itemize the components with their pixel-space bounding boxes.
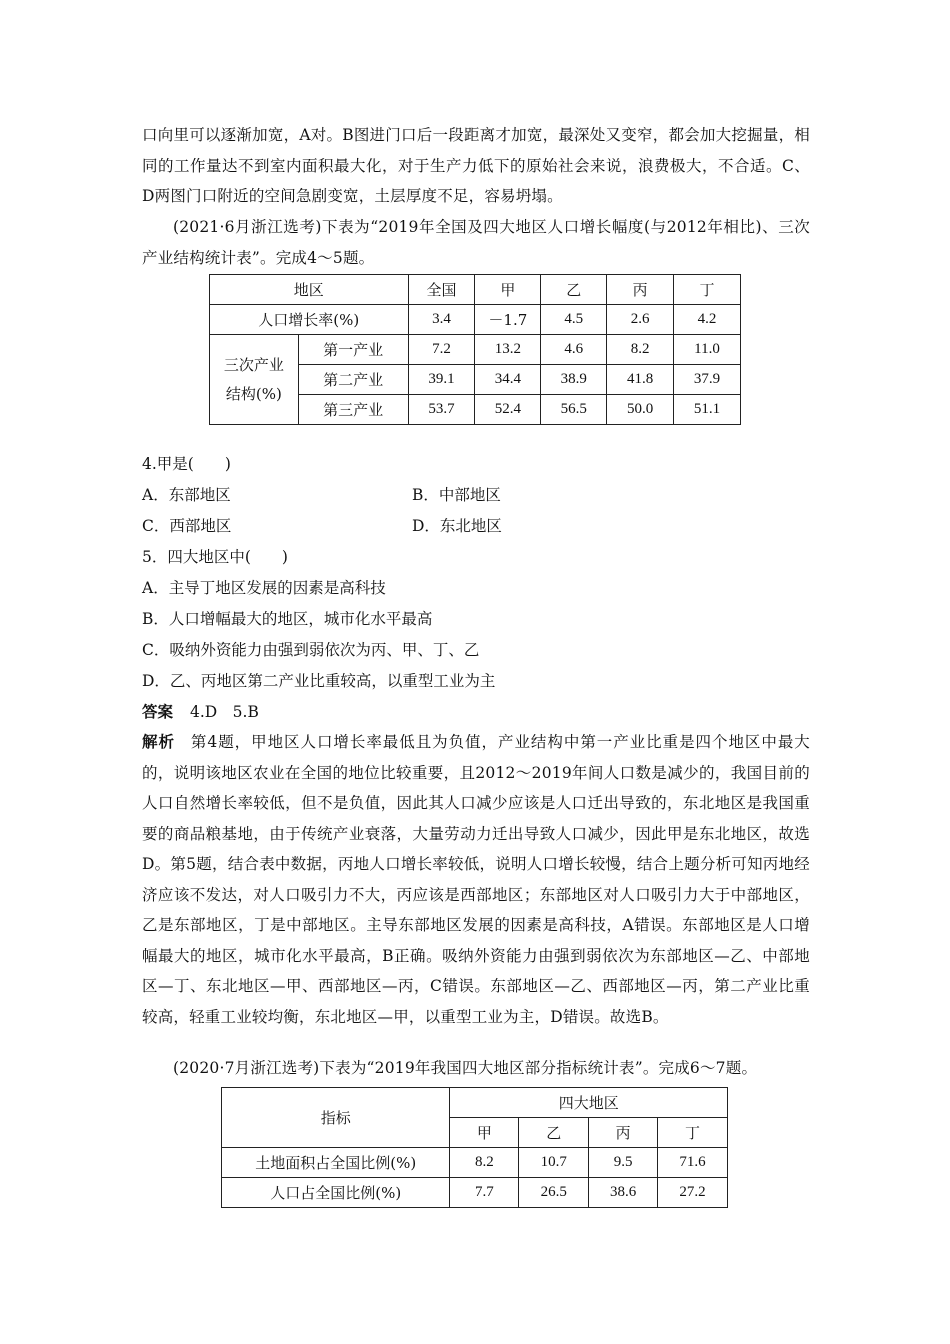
column-header: 甲 — [450, 1118, 519, 1148]
table-cell: 3.4 — [408, 305, 475, 335]
table-cell: 39.1 — [408, 365, 475, 395]
answer-label: 答案 — [142, 702, 174, 721]
analysis-paragraph — [142, 727, 810, 1032]
column-header: 丙 — [589, 1118, 658, 1148]
question-4-stem: 4.甲是( ) — [142, 455, 231, 473]
table-cell: 7.2 — [408, 335, 475, 365]
table-header-row — [210, 275, 741, 305]
question-4-option-b: B．中部地区 — [412, 486, 501, 504]
question-4-option-d: D．东北地区 — [412, 517, 502, 535]
table-cell: 8.2 — [450, 1148, 519, 1178]
table-cell: 51.1 — [674, 395, 741, 425]
population-industry-table — [209, 274, 741, 425]
table-row — [222, 1148, 728, 1178]
structure-group-label — [210, 335, 299, 425]
question-6-7-intro: (2020·7月浙江选考)下表为“2019年我国四大地区部分指标统计表”。完成6～7题。 — [173, 1059, 758, 1077]
table-cell: 34.4 — [475, 365, 541, 395]
indicator-header: 指标 — [222, 1088, 450, 1148]
column-header: 全国 — [408, 275, 475, 305]
row-label: 第二产业 — [298, 365, 408, 395]
regional-indicator-table — [221, 1087, 728, 1208]
table-row — [210, 305, 741, 335]
row-label: 土地面积占全国比例(%) — [222, 1148, 450, 1178]
question-4-option-c: C．西部地区 — [142, 517, 232, 535]
question-5-stem: 5．四大地区中( ) — [142, 548, 288, 566]
table-row — [210, 335, 741, 365]
table-cell: 26.5 — [519, 1178, 589, 1208]
answer-line — [142, 697, 259, 727]
row-label: 第一产业 — [298, 335, 408, 365]
answer-text: 4.D 5.B — [189, 703, 259, 721]
table-cell: 38.9 — [541, 365, 607, 395]
table-cell: 50.0 — [607, 395, 674, 425]
question-4-5-intro: (2021·6月浙江选考)下表为“2019年全国及四大地区人口增长幅度(与2012年相比)、三次产业结构统计表”。完成4～5题。 — [142, 218, 810, 267]
intro-paragraph: 口向里可以逐渐加宽，A对。B图进门口后一段距离才加宽，最深处又变窄，都会加大挖掘量，相同的工作量达不到室内面积最大化，对于生产力低下的原始社会来说，浪费极大，不合适。C、D两图门口附近的空间急剧变宽，土层厚度不足，容易坍塌。 — [142, 126, 810, 205]
column-header: 乙 — [519, 1118, 589, 1148]
table-row — [222, 1178, 728, 1208]
question-4-option-a: A．东部地区 — [142, 486, 231, 504]
table-cell: 38.6 — [589, 1178, 658, 1208]
row-label: 人口占全国比例(%) — [222, 1178, 450, 1208]
table-cell: 2.6 — [607, 305, 674, 335]
table-cell: 27.2 — [658, 1178, 728, 1208]
table-cell: 8.2 — [607, 335, 674, 365]
table-cell: 13.2 — [475, 335, 541, 365]
question-5-option-d: D．乙、丙地区第二产业比重较高，以重型工业为主 — [142, 672, 496, 690]
column-header: 甲 — [475, 275, 541, 305]
region-header: 地区 — [210, 275, 409, 305]
column-header: 丁 — [658, 1118, 728, 1148]
table-cell: 11.0 — [674, 335, 741, 365]
table-cell: 53.7 — [408, 395, 475, 425]
question-5-option-c: C．吸纳外资能力由强到弱依次为丙、甲、丁、乙 — [142, 641, 480, 659]
structure-group-label-line-1: 三次产业 — [223, 355, 284, 374]
row-label: 第三产业 — [298, 395, 408, 425]
table-cell: 37.9 — [674, 365, 741, 395]
table-cell: －1.7 — [475, 305, 541, 335]
analysis-text: 第4题，甲地区人口增长率最低且为负值，产业结构中第一产业比重是四个地区中最大的，说明该地区农业在全国的地位比较重要，且2012～2019年间人口数是减少的，我国目前的人口自然增长率较低，但不是负值，因此其人口减少应该是人口迁出导致的，东北地区是我国重要的商品粮基地，由于传统产业衰落，大量劳动力迁出导致人口减少，因此甲是东北地区，故选D。第5题，结合表中数据，丙地人口增长率较低，说明人口增长较慢，结合上题分析可知丙地经济应该不发达，对人口吸引力不大，丙应该是西部地区；东部地区对人口吸引力大于中部地区，乙是东部地区，丁是中部地区。主导东部地区发展的因素是高科技，A错误。东部地区是人口增幅最大的地区，城市化水平最高，B正确。吸纳外资能力由强到弱依次为东部地区—乙、中部地区—丁、东北地区—甲、西部地区—丙，C错误。东部地区—乙、西部地区—丙，第二产业比重较高，轻重工业较均衡，东北地区—甲，以重型工业为主，D错误。故选B。 — [142, 733, 810, 1026]
table-cell: 56.5 — [541, 395, 607, 425]
column-header: 丁 — [674, 275, 741, 305]
table-cell: 4.2 — [674, 305, 741, 335]
table-cell: 4.6 — [541, 335, 607, 365]
group-header: 四大地区 — [450, 1088, 728, 1118]
table-cell: 4.5 — [541, 305, 607, 335]
structure-group-label-line-2: 结构(%) — [225, 384, 282, 403]
column-header: 丙 — [607, 275, 674, 305]
table-cell: 41.8 — [607, 365, 674, 395]
table-cell: 52.4 — [475, 395, 541, 425]
table-cell: 7.7 — [450, 1178, 519, 1208]
table-cell: 71.6 — [658, 1148, 728, 1178]
analysis-label: 解析 — [142, 732, 175, 751]
table-header-row — [222, 1088, 728, 1118]
table-cell: 9.5 — [589, 1148, 658, 1178]
question-5-option-a: A．主导丁地区发展的因素是高科技 — [142, 579, 386, 597]
question-5-option-b: B．人口增幅最大的地区，城市化水平最高 — [142, 610, 433, 628]
row-label: 人口增长率(%) — [210, 305, 409, 335]
column-header: 乙 — [541, 275, 607, 305]
table-cell: 10.7 — [519, 1148, 589, 1178]
